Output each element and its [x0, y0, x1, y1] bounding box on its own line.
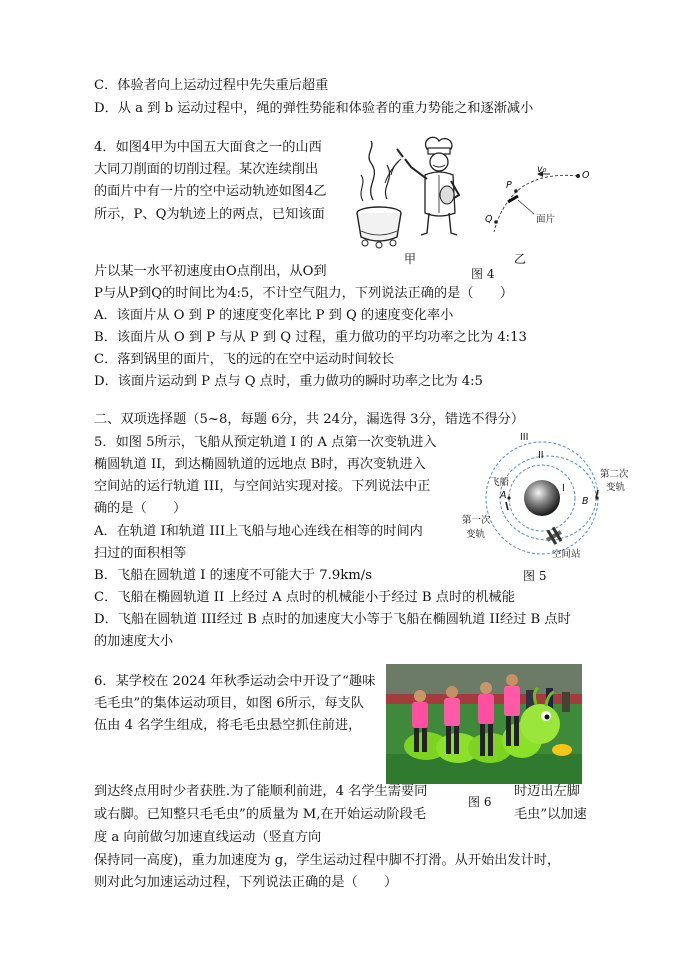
q4-stem-line2: 大同刀削面的切削过程。某次连续削出: [94, 162, 319, 177]
figure5-label-first-transfer-1: 第一次: [462, 515, 491, 526]
figure4-label-jia: 甲: [404, 252, 417, 266]
q5-option-d-line2: 的加速度大小: [94, 634, 174, 649]
q4-option-b: B．该面片从 O 到 P 与从 P 到 Q 过程，重力做功的平均功率之比为 4:13: [94, 330, 527, 345]
q6-stem-line6: 度 a 向前做匀加速直线运动（竖直方向: [94, 830, 322, 845]
figure4-trajectory-diagram: [478, 162, 593, 237]
q5-option-c: C．飞船在椭圆轨道 II 上经过 A 点时的机械能小于经过 B 点时的机械能: [94, 590, 515, 605]
q4-stem-line6: P与从P到Q的时间比为4:5，不计空气阻力，下列说法正确的是（ ）: [94, 286, 514, 301]
q5-stem-line3: 空间站的运行轨道 III，与空间站实现对接。下列说法中正: [94, 479, 431, 494]
q5-stem-line2: 椭圆轨道 II，到达椭圆轨道的远地点 B时，再次变轨进入: [94, 457, 426, 472]
section2-heading: 二、双项选择题（5~8，每题 6分，共 24分，漏选得 3分，错选不得分）: [94, 412, 525, 427]
q5-option-a-line2: 扫过的面积相等: [94, 546, 187, 561]
q4-stem-line1: 4．如图4甲为中国五大面食之一的山西: [94, 140, 322, 155]
figure5-caption: 图 5: [523, 569, 547, 583]
figure5-label-orbit-iii: III: [520, 432, 529, 443]
q6-stem-line2: 毛毛虫”的集体运动项目，如图 6所示，每支队: [94, 696, 364, 711]
figure4-label-mianpian: 面片: [536, 214, 556, 225]
q4-option-c: C．落到锅里的面片，飞的远的在空中运动时间较长: [94, 352, 395, 367]
figure5-label-second-transfer-1: 第二次: [600, 469, 629, 480]
q5-stem-line4: 确的是（ ）: [94, 501, 187, 516]
figure5-label-orbit-ii: II: [538, 450, 544, 461]
figure4-label-o: O: [582, 170, 590, 181]
q6-stem-line5b: 毛虫”以加速: [514, 807, 587, 822]
q5-option-b: B．飞船在圆轨道 I 的速度不可能大于 7.9km/s: [94, 568, 372, 583]
q4-option-d: D．该面片运动到 P 点与 Q 点时，重力做功的瞬时功率之比为 4:5: [94, 374, 483, 389]
q5-option-d-line1: D．飞船在圆轨道 III经过 B 点时的加速度大小等于飞船在椭圆轨道 II经过 B 点时: [94, 612, 571, 627]
q6-stem-line3: 伍由 4 名学生组成，将毛毛虫悬空抓住前进，: [94, 718, 362, 733]
q6-stem-line8: 则对此匀加速运动过程，下列说法正确的是（ ）: [94, 875, 398, 890]
q5-stem-line1: 5．如图 5所示，飞船从预定轨道 I 的 A 点第一次变轨进入: [94, 435, 437, 450]
figure6-caterpillar-race-photo: [386, 664, 582, 784]
figure4-label-p: P: [506, 180, 512, 191]
figure5-label-point-b: B: [582, 496, 589, 507]
q3-option-d: D．从 a 到 b 运动过程中，绳的弹性势能和体验者的重力势能之和逐渐减小: [94, 101, 534, 116]
q6-stem-line5a: 或右脚。已知整只毛毛虫”的质量为 M,在开始运动阶段毛: [94, 807, 426, 822]
q6-stem-line4b: 时迈出左脚: [514, 784, 580, 799]
figure4-label-yi: 乙: [514, 252, 527, 266]
q4-stem-line5: 片以某一水平初速度由O点削出，从O到: [94, 264, 327, 279]
q4-stem-line3: 的面片中有一片的空中运动轨迹如图4乙: [94, 184, 327, 199]
q4-stem-line4: 所示，P、Q为轨迹上的两点，已知该面: [94, 207, 325, 222]
figure5-label-point-a: A: [500, 490, 507, 501]
figure5-label-second-transfer-2: 变轨: [606, 482, 626, 493]
q6-stem-line4a: 到达终点用时少者获胜.为了能顺利前进，4 名学生需要同: [94, 784, 428, 799]
figure5-label-spacecraft: 飞船: [490, 477, 510, 488]
figure5-orbit-diagram: [470, 436, 620, 561]
figure4-chef-illustration: [355, 135, 465, 250]
q6-stem-line7: 保持同一高度)，重力加速度为 g，学生运动过程中脚不打滑。从开始出发计时，: [94, 853, 561, 868]
q5-option-a-line1: A．在轨道 I和轨道 III上飞船与地心连线在相等的时间内: [94, 524, 423, 539]
figure5-label-space-station: 空间站: [552, 549, 581, 560]
q6-stem-line1: 6．某学校在 2024 年秋季运动会中开设了“趣味: [94, 674, 376, 689]
figure4-label-v0: v₀: [537, 164, 547, 175]
figure4-caption: 图 4: [471, 267, 495, 281]
figure5-label-first-transfer-2: 变轨: [466, 529, 486, 540]
figure6-caption: 图 6: [468, 795, 492, 809]
q4-option-a: A．该面片从 O 到 P 的速度变化率比 P 到 Q 的速度变化率小: [94, 308, 454, 323]
figure5-label-orbit-i: I: [562, 483, 565, 494]
q3-option-c: C．体验者向上运动过程中先失重后超重: [94, 78, 329, 93]
figure4-label-q: Q: [485, 214, 493, 225]
